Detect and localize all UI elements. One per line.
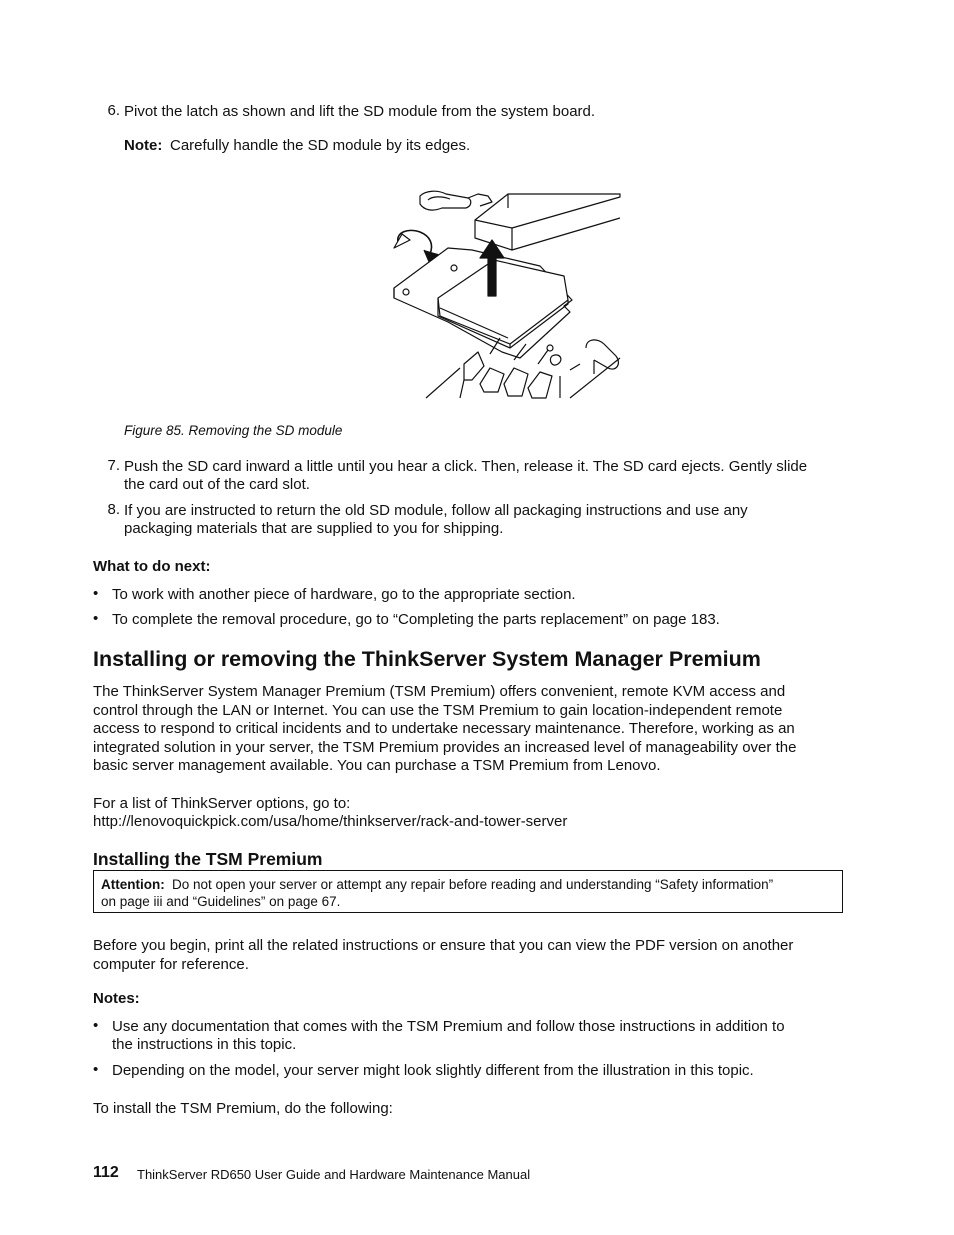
section-title: Installing or removing the ThinkServer System Manager Premium <box>93 647 761 671</box>
bullet-marker: • <box>93 1017 99 1034</box>
notes-heading: Notes: <box>93 990 140 1007</box>
page-number: 112 <box>93 1164 119 1181</box>
section-para-line-2: control through the LAN or Internet. You can use the TSM Premium to gain location-independent remote <box>93 702 783 719</box>
figure-caption: Figure 85. Removing the SD module <box>124 423 343 438</box>
step-7-line-2: the card out of the card slot. <box>124 476 310 493</box>
attention-line-2: on page iii and “Guidelines” on page 67. <box>101 894 341 909</box>
attention-label: Attention: <box>101 877 165 892</box>
section-para-line-5: basic server management available. You can purchase a TSM Premium from Lenovo. <box>93 757 661 774</box>
attention-box <box>93 870 843 913</box>
step-7-number: 7. <box>107 457 120 474</box>
what-to-do-next-heading: What to do next: <box>93 558 211 575</box>
step-7-line-1: Push the SD card inward a little until you hear a click. Then, release it. The SD card ejects. Gently slide <box>124 458 808 475</box>
before-line-2: computer for reference. <box>93 956 249 973</box>
section-para-line-4: integrated solution in your server, the TSM Premium provides an increased level of manageability over the <box>93 739 797 756</box>
note-1-line-2: the instructions in this topic. <box>112 1036 297 1053</box>
bullet-marker: • <box>93 610 99 627</box>
manual-title: ThinkServer RD650 User Guide and Hardware Maintenance Manual <box>137 1167 531 1182</box>
before-line-1: Before you begin, print all the related instructions or ensure that you can view the PDF version on another <box>93 937 794 954</box>
step-6-number: 6. <box>107 102 120 119</box>
step-8-number: 8. <box>107 501 120 518</box>
step-8-line-2: packaging materials that are supplied to you for shipping. <box>124 520 504 537</box>
note-text: Carefully handle the SD module by its edges. <box>170 137 471 154</box>
bullet-marker: • <box>93 585 99 602</box>
next-bullet-2: To complete the removal procedure, go to “Completing the parts replacement” on page 183. <box>112 611 720 628</box>
note-2-line-1: Depending on the model, your server might look slightly different from the illustration in this topic. <box>112 1062 754 1079</box>
install-title: Installing the TSM Premium <box>93 849 323 869</box>
bullet-marker: • <box>93 1061 99 1078</box>
step-6-text: Pivot the latch as shown and lift the SD module from the system board. <box>124 103 596 120</box>
note-label: Note: <box>124 137 163 154</box>
options-url[interactable]: http://lenovoquickpick.com/usa/home/thinkserver/rack-and-tower-server <box>93 813 568 830</box>
closing-line: To install the TSM Premium, do the following: <box>93 1100 393 1117</box>
section-para-line-1: The ThinkServer System Manager Premium (TSM Premium) offers convenient, remote KVM access and <box>93 683 786 700</box>
options-line: For a list of ThinkServer options, go to: <box>93 795 351 812</box>
attention-line-1: Do not open your server or attempt any repair before reading and understanding “Safety information” <box>172 877 774 892</box>
sd-module-illustration <box>380 188 630 403</box>
note-1-line-1: Use any documentation that comes with the TSM Premium and follow those instructions in addition to <box>112 1018 785 1035</box>
step-8-line-1: If you are instructed to return the old SD module, follow all packaging instructions and use any <box>124 502 748 519</box>
next-bullet-1: To work with another piece of hardware, go to the appropriate section. <box>112 586 576 603</box>
section-para-line-3: access to respond to critical incidents and to undertake necessary maintenance. Therefore, working as an <box>93 720 795 737</box>
